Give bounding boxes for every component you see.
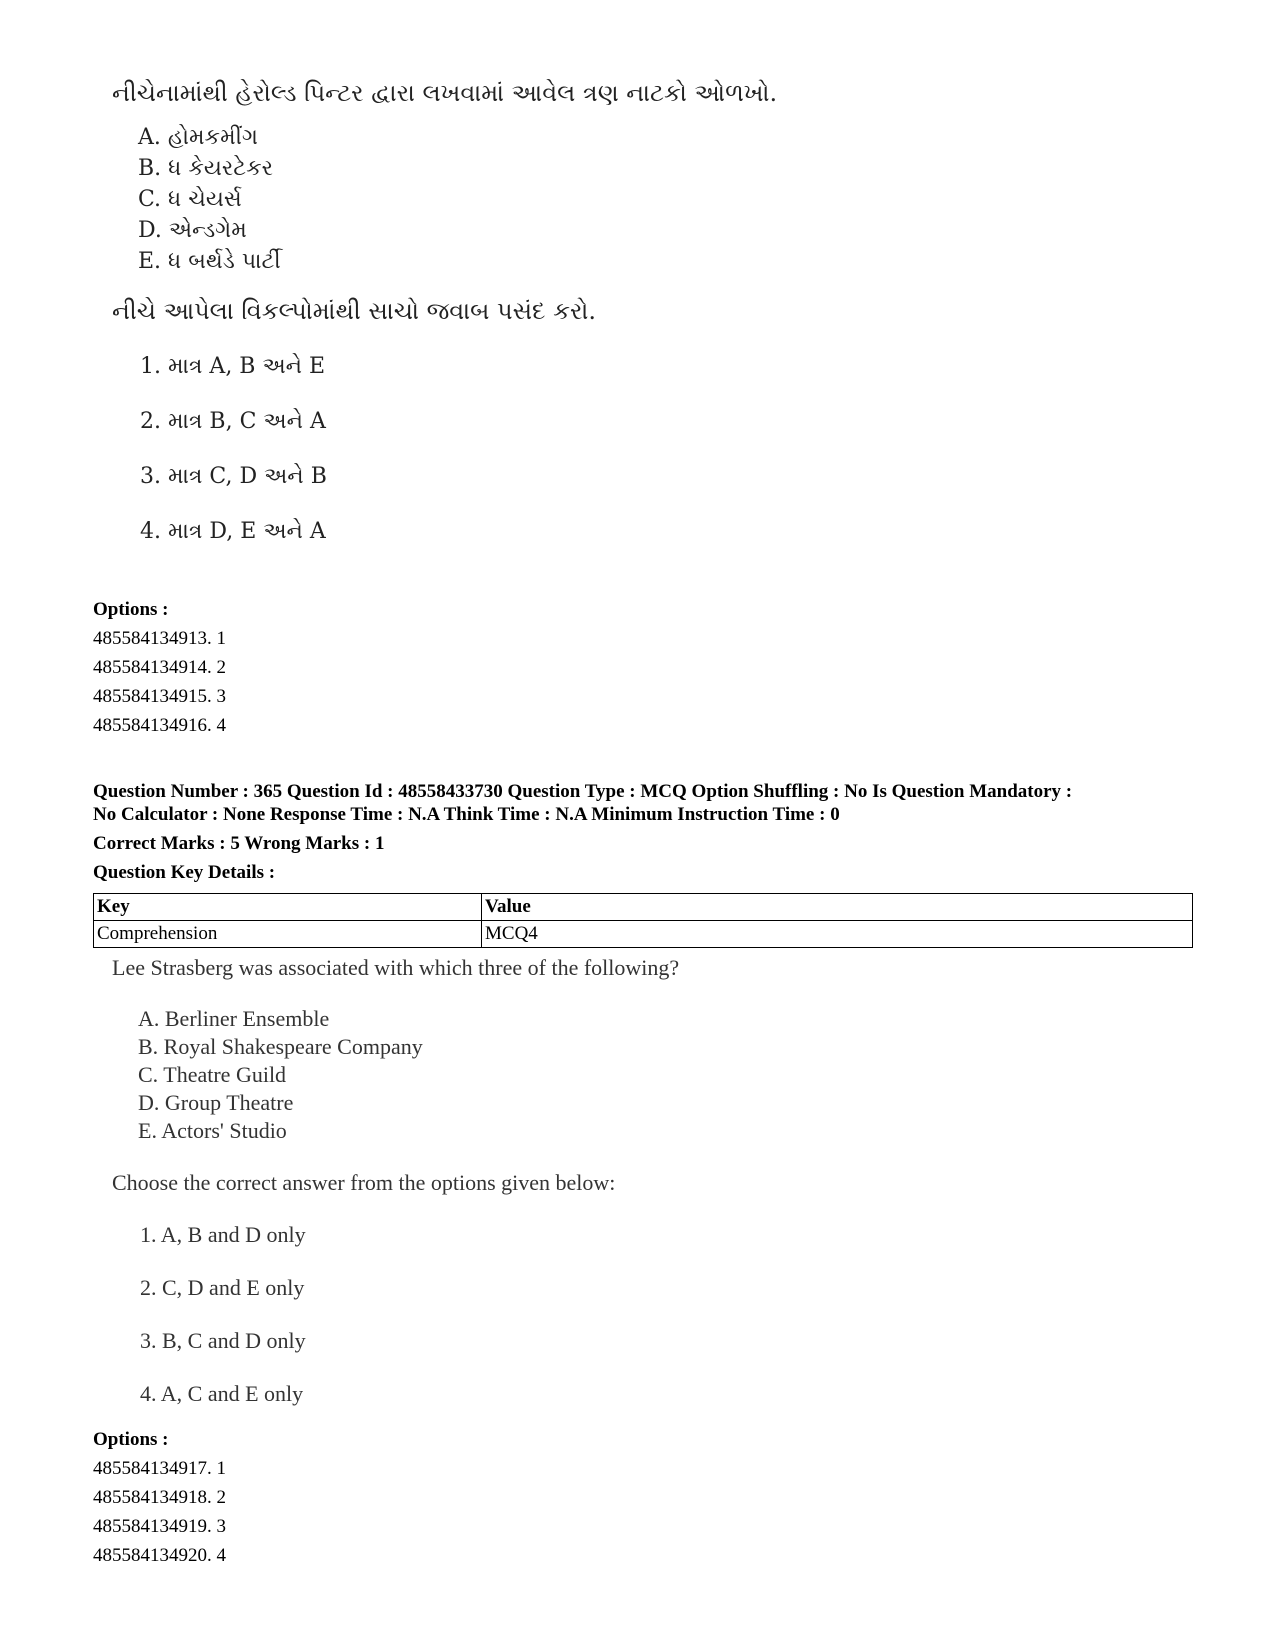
statement-item: C. Theatre Guild — [138, 1062, 287, 1087]
statement-item: B. ધ કેયરટેકર — [138, 156, 273, 181]
table-row — [94, 921, 1193, 948]
answer-choice: 1. A, B and D only — [140, 1222, 306, 1247]
answer-choice: 4. A, C and E only — [140, 1381, 304, 1406]
option-id: 485584134915. 3 — [93, 686, 226, 707]
answer-choice: 3. માત્ર C, D અને B — [140, 464, 327, 489]
statement-item: A. હોમકમીંગ — [138, 125, 258, 150]
options-label: Options : — [93, 1429, 169, 1450]
option-id: 485584134914. 2 — [93, 657, 226, 678]
question-stem: Lee Strasberg was associated with which three of the following? — [112, 955, 680, 980]
table-header: Value — [482, 894, 1193, 921]
statement-item: D. એન્ડગેમ — [138, 218, 247, 243]
table-header-row — [94, 894, 1193, 921]
option-id: 485584134916. 4 — [93, 715, 226, 736]
choose-instruction: નીચે આપેલા વિકલ્પોમાંથી સાચો જવાબ પસંદ કરો. — [112, 297, 597, 325]
statement-item: D. Group Theatre — [138, 1090, 294, 1115]
question-meta — [93, 780, 1203, 826]
option-id: 485584134918. 2 — [93, 1487, 226, 1508]
options-label: Options : — [93, 599, 169, 620]
key-details-label: Question Key Details : — [93, 862, 276, 883]
option-id: 485584134917. 1 — [93, 1458, 226, 1479]
answer-choice: 3. B, C and D only — [140, 1328, 306, 1353]
statement-item: C. ધ ચેયર્સ — [138, 187, 242, 212]
statement-item: E. Actors' Studio — [138, 1118, 287, 1143]
answer-choice: 1. માત્ર A, B અને E — [140, 354, 326, 379]
table-header: Key — [94, 894, 482, 921]
key-details-table — [93, 893, 1193, 948]
options-list — [93, 624, 226, 740]
answer-choice: 2. C, D and E only — [140, 1275, 305, 1300]
question-meta-line: Question Number : 365 Question Id : 48558433730 Question Type : MCQ Option Shuffling : No Is Question Mandatory : — [93, 781, 1073, 802]
options-list — [93, 1454, 226, 1570]
question-image-english — [112, 953, 679, 1409]
statement-item: A. Berliner Ensemble — [138, 1006, 330, 1031]
answer-choice: 2. માત્ર B, C અને A — [140, 409, 326, 434]
option-id: 485584134919. 3 — [93, 1516, 226, 1537]
table-cell: Comprehension — [94, 921, 482, 948]
statement-item: B. Royal Shakespeare Company — [138, 1034, 423, 1059]
question-meta-line: No Calculator : None Response Time : N.A Think Time : N.A Minimum Instruction Time : 0 — [93, 804, 840, 825]
question-stem: નીચેનામાંથી હેરોલ્ડ પિન્ટર દ્વારા લખવામાં આવેલ ત્રણ નાટકો ઓળખો. — [112, 79, 778, 107]
marks-line: Correct Marks : 5 Wrong Marks : 1 — [93, 833, 385, 854]
statement-list — [138, 1005, 679, 1145]
statement-list — [138, 122, 777, 277]
question-image-gujarati — [112, 78, 777, 547]
answer-choice: 4. માત્ર D, E અને A — [140, 519, 326, 544]
option-id: 485584134913. 1 — [93, 628, 226, 649]
table-cell: MCQ4 — [482, 921, 1193, 948]
statement-item: E. ધ બર્થડે પાર્ટી — [138, 249, 281, 274]
option-id: 485584134920. 4 — [93, 1545, 226, 1566]
choose-instruction: Choose the correct answer from the options given below: — [112, 1170, 616, 1195]
